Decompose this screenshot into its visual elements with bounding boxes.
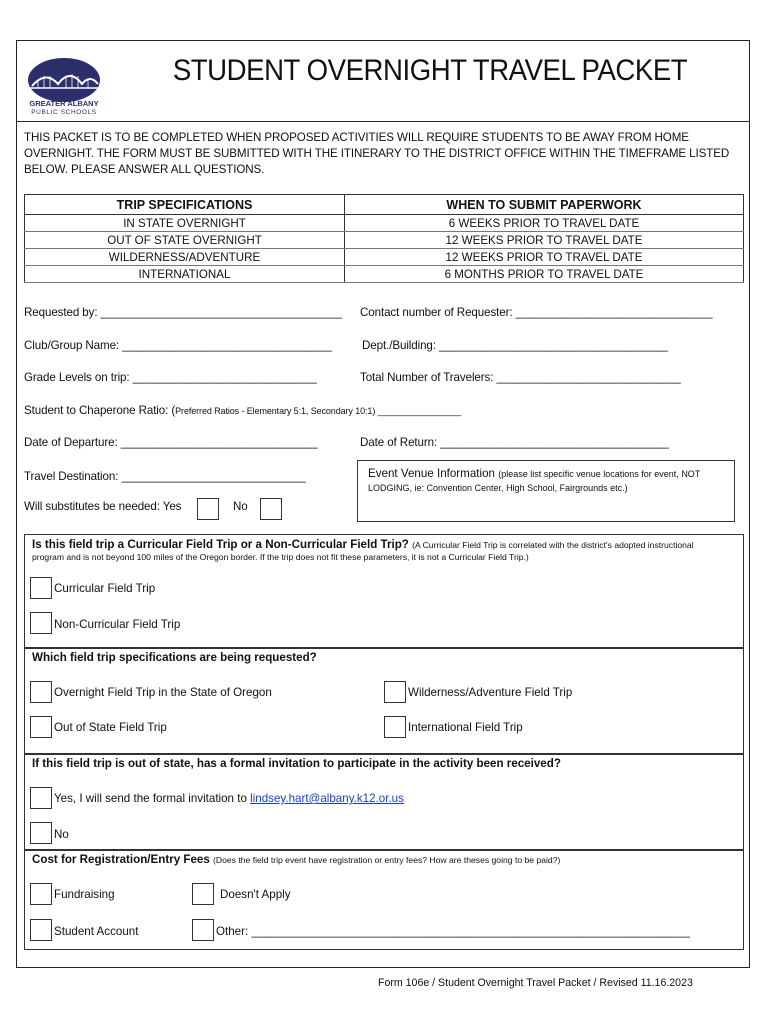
doesnt-apply-checkbox[interactable] <box>192 883 214 905</box>
return-date-field[interactable]: Date of Return: ____________________________________ <box>360 436 669 449</box>
fundraising-checkbox[interactable] <box>30 883 52 905</box>
ratio-field[interactable] <box>24 404 461 417</box>
spec-cell: 12 WEEKS PRIOR TO TRAVEL DATE <box>345 249 744 266</box>
out-of-state-checkbox[interactable] <box>30 716 52 738</box>
spec-cell: 6 WEEKS PRIOR TO TRAVEL DATE <box>345 215 744 232</box>
contact-number-field[interactable]: Contact number of Requester: _______________________________ <box>360 306 713 319</box>
title-divider <box>16 121 750 122</box>
spec-cell: INTERNATIONAL <box>25 266 345 283</box>
invitation-heading: If this field trip is out of state, has a formal invitation to participate in the activity been received? <box>32 757 561 770</box>
trip-spec-table <box>24 194 744 283</box>
invitation-yes-label <box>54 792 404 805</box>
curricular-note-2: program and is not beyond 100 miles of the Oregon border. If the trip does not fit these parameters, it is not a Curricular Field Trip.) <box>32 552 529 562</box>
cost-heading <box>32 853 560 866</box>
in-state-label: Overnight Field Trip in the State of Oregon <box>54 686 272 699</box>
cost-heading-text: Cost for Registration/Entry Fees <box>32 853 210 866</box>
spec-cell: IN STATE OVERNIGHT <box>25 215 345 232</box>
international-label: International Field Trip <box>408 721 523 734</box>
substitutes-no-label: No <box>233 500 248 513</box>
invitation-yes-text: Yes, I will send the formal invitation to <box>54 792 251 805</box>
non-curricular-option-label: Non-Curricular Field Trip <box>54 618 181 631</box>
destination-field[interactable]: Travel Destination: _____________________________ <box>24 470 306 483</box>
student-account-checkbox[interactable] <box>30 919 52 941</box>
other-field[interactable]: Other: ____________________________________________________________________ <box>216 925 690 938</box>
spec-header-trip: TRIP SPECIFICATIONS <box>25 195 345 215</box>
wilderness-label: Wilderness/Adventure Field Trip <box>408 686 573 699</box>
curricular-note-1: (A Curricular Field Trip is correlated with the district's adopted instructional <box>412 540 694 550</box>
wilderness-checkbox[interactable] <box>384 681 406 703</box>
invitation-yes-checkbox[interactable] <box>30 787 52 809</box>
curricular-checkbox[interactable] <box>30 577 52 599</box>
specs-heading: Which field trip specifications are being requested? <box>32 651 317 664</box>
curricular-option-label: Curricular Field Trip <box>54 582 156 595</box>
non-curricular-checkbox[interactable] <box>30 612 52 634</box>
substitutes-label: Will substitutes be needed: Yes <box>24 500 182 513</box>
total-travelers-field[interactable]: Total Number of Travelers: _____________________________ <box>360 371 681 384</box>
grade-levels-field[interactable]: Grade Levels on trip: _____________________________ <box>24 371 317 384</box>
requested-by-field[interactable]: Requested by: ______________________________________ <box>24 306 342 319</box>
substitutes-yes-checkbox[interactable] <box>197 498 219 520</box>
table-row <box>25 215 744 232</box>
doesnt-apply-label: Doesn't Apply <box>220 888 291 901</box>
page-title: STUDENT OVERNIGHT TRAVEL PACKET <box>172 54 688 87</box>
substitutes-no-checkbox[interactable] <box>260 498 282 520</box>
table-row <box>25 232 744 249</box>
curricular-heading-text: Is this field trip a Curricular Field Trip or a Non-Curricular Field Trip? <box>32 538 409 551</box>
ratio-note: Preferred Ratios - Elementary 5:1, Secondary 10:1) _________________ <box>175 406 462 416</box>
event-venue-box[interactable] <box>357 460 735 522</box>
international-checkbox[interactable] <box>384 716 406 738</box>
club-group-field[interactable]: Club/Group Name: _________________________________ <box>24 339 332 352</box>
spec-cell: WILDERNESS/ADVENTURE <box>25 249 345 266</box>
table-row <box>25 249 744 266</box>
departure-date-field[interactable]: Date of Departure: _______________________________ <box>24 436 318 449</box>
venue-note-1: (please list specific venue locations for event, NOT <box>498 469 701 479</box>
spec-cell: 6 MONTHS PRIOR TO TRAVEL DATE <box>345 266 744 283</box>
other-checkbox[interactable] <box>192 919 214 941</box>
spec-cell: 12 WEEKS PRIOR TO TRAVEL DATE <box>345 232 744 249</box>
dept-building-field[interactable]: Dept./Building: ____________________________________ <box>362 339 668 352</box>
cost-note: (Does the field trip event have registration or entry fees? How are theses going to be paid?) <box>213 855 561 865</box>
curricular-heading <box>32 538 694 551</box>
student-account-label: Student Account <box>54 925 139 938</box>
venue-note-2: LODGING, ie: Convention Center, High School, Fairgrounds etc.) <box>368 483 628 493</box>
out-of-state-label: Out of State Field Trip <box>54 721 167 734</box>
form-footer: Form 106e / Student Overnight Travel Packet / Revised 11.16.2023 <box>378 977 693 989</box>
district-logo <box>26 56 102 116</box>
venue-title: Event Venue Information <box>368 467 495 480</box>
logo-line-1: GREATER ALBANY <box>29 99 99 108</box>
intro-paragraph: THIS PACKET IS TO BE COMPLETED WHEN PROPOSED ACTIVITIES WILL REQUIRE STUDENTS TO BE AWAY FROM HOME OVERNIGHT. THE FORM MUST BE SUBMITTED WITH THE ITINERARY TO THE DISTRICT OFFICE WITHIN THE TIMEFRAME LISTED BELOW. PLEASE ANSWER ALL QUESTIONS. <box>24 131 730 176</box>
table-row <box>25 266 744 283</box>
invitation-no-checkbox[interactable] <box>30 822 52 844</box>
logo-line-2: PUBLIC SCHOOLS <box>31 109 97 116</box>
spec-cell: OUT OF STATE OVERNIGHT <box>25 232 345 249</box>
fundraising-label: Fundraising <box>54 888 115 901</box>
invitation-email-link[interactable]: lindsey.hart@albany.k12.or.us <box>250 792 404 805</box>
spec-header-when: WHEN TO SUBMIT PAPERWORK <box>345 195 744 215</box>
invitation-no-label: No <box>54 828 69 841</box>
in-state-checkbox[interactable] <box>30 681 52 703</box>
ratio-label: Student to Chaperone Ratio: ( <box>24 404 176 417</box>
